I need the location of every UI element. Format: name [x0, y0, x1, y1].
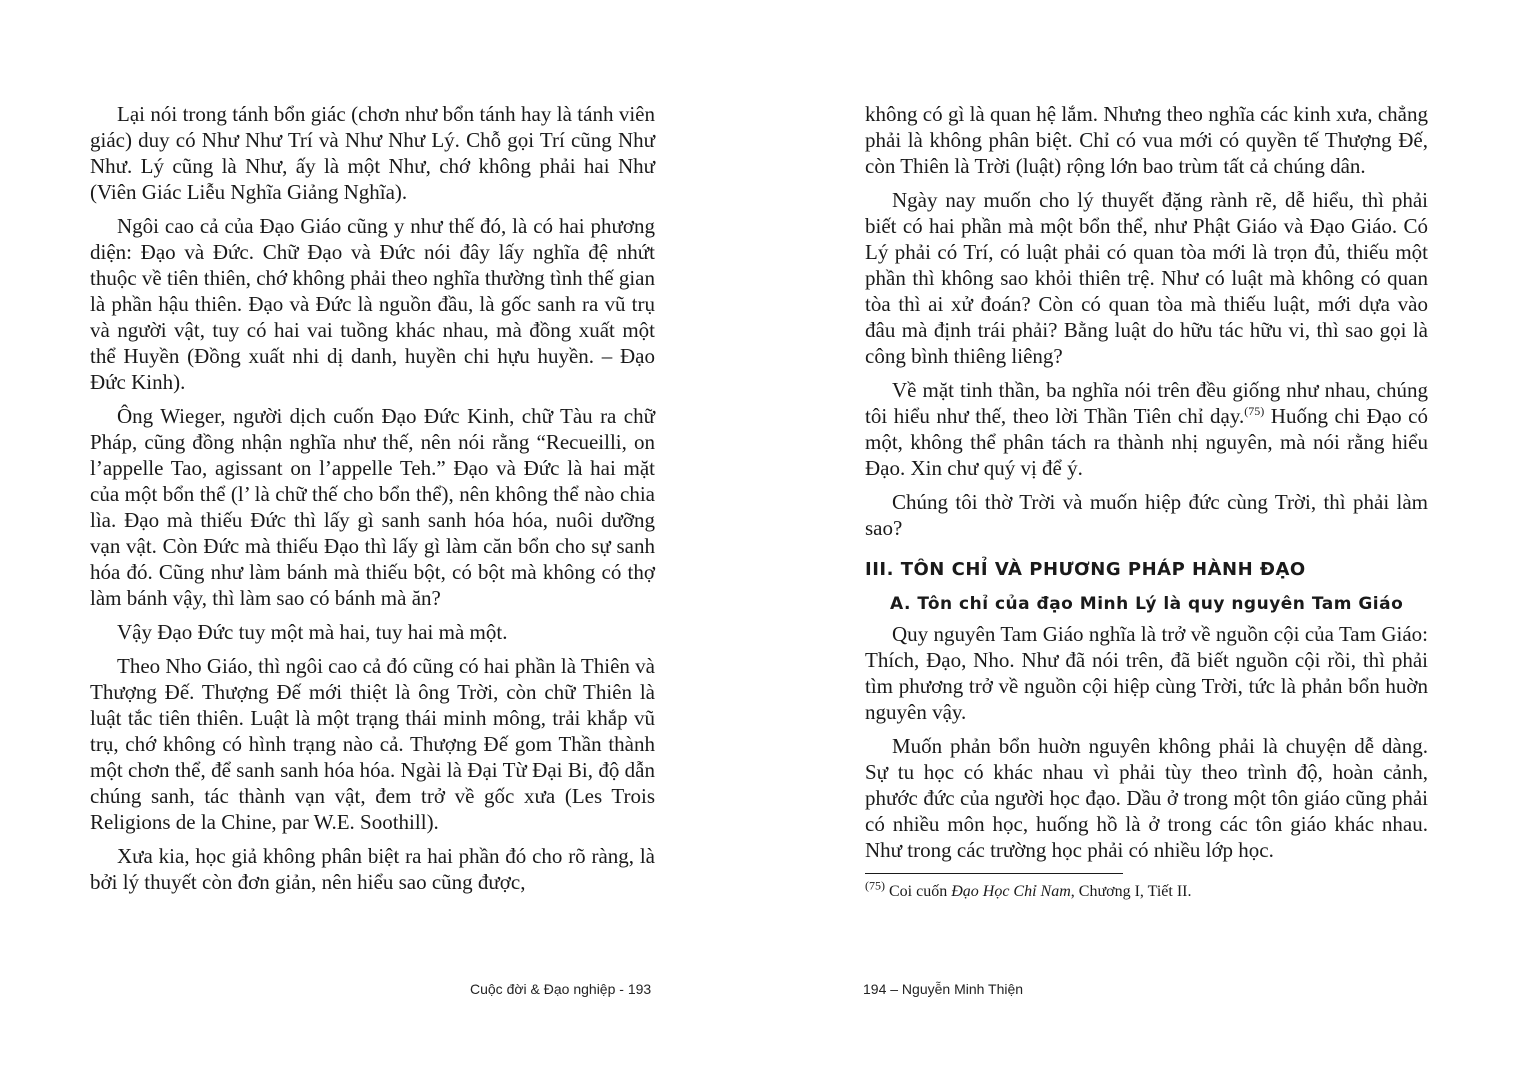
section-heading: III. TÔN CHỈ VÀ PHƯƠNG PHÁP HÀNH ĐẠO — [865, 559, 1306, 580]
footnote-divider — [865, 873, 1123, 874]
section-subheading: A. Tôn chỉ của đạo Minh Lý là quy nguyên Tam Giáo — [890, 594, 1404, 614]
footnote — [865, 878, 1428, 902]
paragraph-text: Về mặt tinh thần, ba nghĩa nói trên đều giống như nhau, chúng tôi hiểu như thế, theo lời Thần Tiên chỉ dạy. — [865, 378, 1428, 428]
paragraph: Ngày nay muốn cho lý thuyết đặng rành rẽ, dễ hiểu, thì phải biết có hai phần mà một bổn thể, như Phật Giáo và Đạo Giáo. Có Lý phải có Trí, có luật phải có quan tòa mới là trọn đủ, thiếu một phần thì không sao khỏi thiên trệ. Như có luật mà không có quan tòa thì ai xử đoán? Còn có quan tòa mà thiếu luật, mới dựa vào đâu mà định trái phải? Bằng luật do hữu tác hữu vi, thì sao gọi là công bình thiêng liêng? — [865, 188, 1428, 368]
paragraph-text: Huống chi Đạo có một, không thể phân tách ra thành nhị nguyên, mà nói rằng hiểu Đạo. Xin chư quý vị để ý. — [865, 404, 1428, 480]
paragraph: Ngôi cao cả của Đạo Giáo cũng y như thế đó, là có hai phương diện: Đạo và Đức. Chữ Đạo và Đức nói đây lấy nghĩa đệ nhứt thuộc về tiên thiên, chớ không phải theo nghĩa thường tình thế gian là phần hậu thiên. Đạo và Đức là nguồn đầu, là gốc sanh ra vũ trụ và người vật, tuy có hai vai tuồng khác nhau, mà đồng xuất một thể Huyền (Đồng xuất nhi dị danh, huyền chi hựu huyền. – Đạo Đức Kinh). — [90, 214, 655, 394]
right-page — [760, 0, 1521, 1075]
paragraph: Theo Nho Giáo, thì ngôi cao cả đó cũng có hai phần là Thiên và Thượng Đế. Thượng Đế mới thiệt là ông Trời, còn chữ Thiên là luật tắc tiên thiên. Luật là một trạng thái minh mông, trải khắp vũ trụ, chớ không có hình trạng nào cả. Thượng Đế gom Thần thành một chơn thể, để sanh sanh hóa hóa. Ngài là Đại Từ Đại Bi, độ dẫn chúng sanh, tác thành vạn vật, đem trở về gốc xưa (Les Trois Religions de la Chine, par W.E. Soothill). — [90, 654, 655, 834]
page-footer-left: Cuộc đời & Đạo nghiệp - 193 — [470, 981, 652, 997]
footnote-book-title: Đạo Học Chỉ Nam — [951, 883, 1071, 900]
footnote-text: Coi cuốn — [885, 883, 952, 900]
paragraph: Vậy Đạo Đức tuy một mà hai, tuy hai mà một. — [117, 620, 508, 644]
page-footer-right: 194 – Nguyễn Minh Thiện — [863, 981, 1024, 997]
left-page — [0, 0, 760, 1075]
footnote-reference[interactable]: (75) — [1244, 404, 1265, 418]
paragraph-continued: không có gì là quan hệ lắm. Nhưng theo nghĩa các kinh xưa, chẳng phải là không phân biệt. Chỉ có vua mới có quyền tế Thượng Đế, còn Thiên là Trời (luật) rộng lớn bao trùm tất cả chúng dân. — [865, 102, 1428, 178]
left-text-column — [90, 101, 655, 903]
paragraph: Ông Wieger, người dịch cuốn Đạo Đức Kinh, chữ Tàu ra chữ Pháp, cũng đồng nhận nghĩa như thế, nên nói rằng “Recueilli, on l’appelle Tao, agissant on l’appelle Teh.” Đạo và Đức là hai mặt của một bổn thể (l’ là chữ thế cho bổn thể), nên không thể nào chia lìa. Đạo mà thiếu Đức thì lấy gì sanh sanh hóa hóa, nuôi dưỡng vạn vật. Còn Đức mà thiếu Đạo thì lấy gì làm căn bổn cho sự sanh hóa đó. Cũng như làm bánh mà thiếu bột, có bột mà không có thợ làm bánh vậy, thì làm sao có bánh mà ăn? — [90, 404, 655, 610]
paragraph: Xưa kia, học giả không phân biệt ra hai phần đó cho rõ ràng, là bởi lý thuyết còn đơn giản, nên hiểu sao cũng được, — [90, 844, 655, 894]
footnote-text: , Chương I, Tiết II. — [1070, 883, 1192, 900]
paragraph: Lại nói trong tánh bổn giác (chơn như bổn tánh hay là tánh viên giác) duy có Như Như Trí và Như Như Lý. Chỗ gọi Trí cũng Như Như. Lý cũng là Như, ấy là một Như, chớ không phải hai Như (Viên Giác Liễu Nghĩa Giảng Nghĩa). — [90, 102, 655, 204]
paragraph-with-footnote — [865, 377, 1428, 481]
paragraph: Muốn phản bổn huờn nguyên không phải là chuyện dễ dàng. Sự tu học có khác nhau vì phải tùy theo trình độ, hoàn cảnh, phước đức của người học đạo. Dầu ở trong một tôn giáo cũng phải có nhiều môn học, huống hồ là ở trong các tôn giáo khác nhau. Như trong các trường học phải có nhiều lớp học. — [865, 734, 1428, 862]
paragraph: Quy nguyên Tam Giáo nghĩa là trở về nguồn cội của Tam Giáo: Thích, Đạo, Nho. Như đã nói trên, đã biết nguồn cội rồi, thì phải tìm phương trở về nguồn cội hiệp cùng Trời, tức là phản bổn huờn nguyên vậy. — [865, 622, 1428, 724]
footnote-number: (75) — [865, 878, 885, 893]
right-text-column — [865, 101, 1428, 902]
paragraph: Chúng tôi thờ Trời và muốn hiệp đức cùng Trời, thì phải làm sao? — [865, 490, 1428, 540]
